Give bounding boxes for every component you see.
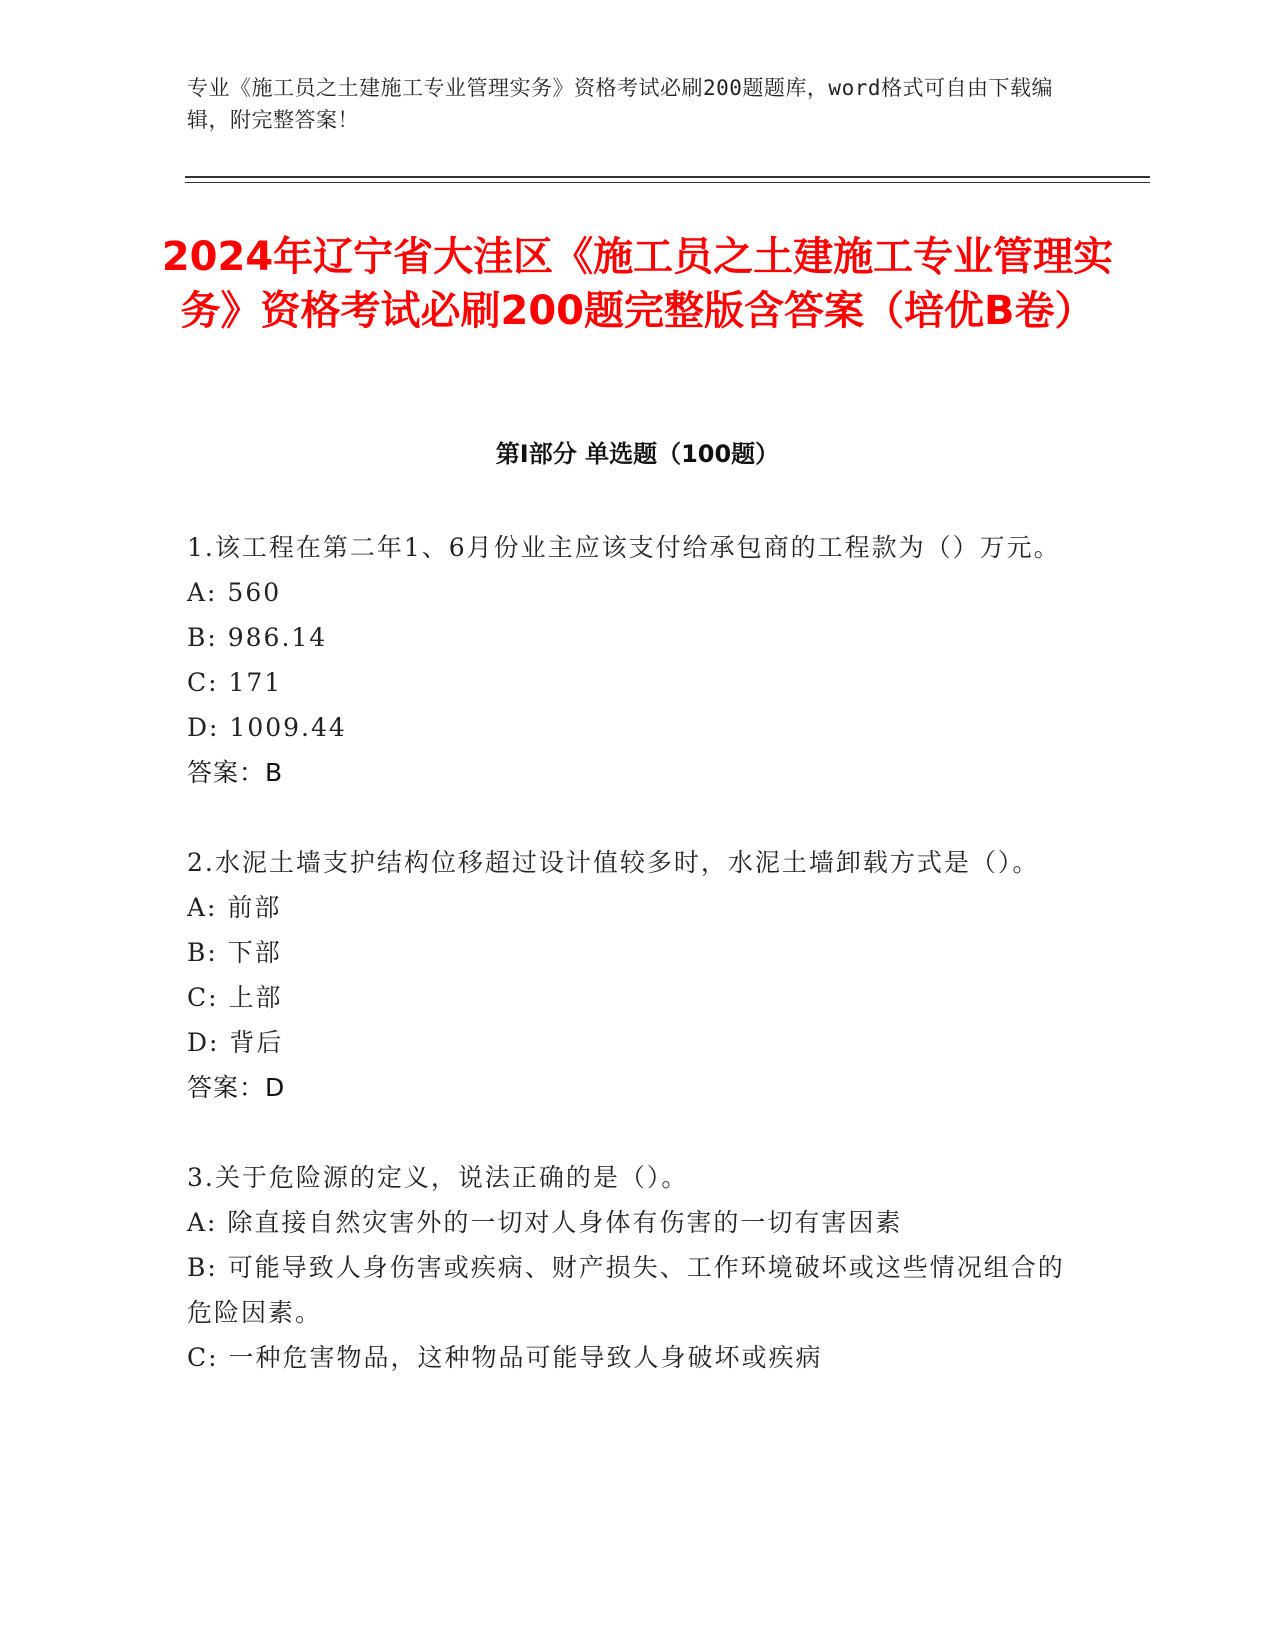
- option-c: C: 上部: [187, 983, 283, 1012]
- question-3: [187, 1155, 1067, 1380]
- question-stem: 1.该工程在第二年1、6月份业主应该支付给承包商的工程款为（）万元。: [187, 533, 1061, 562]
- option-b: B: 下部: [187, 938, 282, 967]
- question-1: [187, 525, 1067, 795]
- option-a: A: 前部: [187, 893, 282, 922]
- header-divider-thick: [185, 176, 1150, 178]
- question-stem: 3.关于危险源的定义，说法正确的是（）。: [187, 1163, 689, 1192]
- document-title: 2024年辽宁省大洼区《施工员之土建施工专业管理实务》资格考试必刷200题完整版含答案（培优B卷）: [161, 234, 1114, 334]
- question-2: [187, 840, 1067, 1110]
- answer: 答案：D: [187, 1073, 286, 1102]
- option-d: D: 1009.44: [187, 713, 347, 742]
- option-c: C: 一种危害物品，这种物品可能导致人身破坏或疾病: [187, 1343, 823, 1372]
- option-b: B: 可能导致人身伤害或疾病、财产损失、工作环境破坏或这些情况组合的危险因素。: [187, 1253, 1065, 1327]
- section-title: 第I部分 单选题（100题）: [495, 440, 780, 468]
- header-divider-thin: [185, 182, 1150, 183]
- answer: 答案：B: [187, 758, 284, 787]
- question-stem: 2.水泥土墙支护结构位移超过设计值较多时，水泥土墙卸载方式是（）。: [187, 848, 1040, 877]
- option-a: A: 除直接自然灾害外的一切对人身体有伤害的一切有害因素: [187, 1208, 903, 1237]
- option-a: A: 560: [187, 578, 282, 607]
- option-c: C: 171: [187, 668, 283, 697]
- question-list: [187, 525, 1067, 1425]
- option-d: D: 背后: [187, 1028, 284, 1057]
- header-note: 专业《施工员之土建施工专业管理实务》资格考试必刷200题题库，word格式可自由下载编辑，附完整答案！: [187, 76, 1053, 132]
- option-b: B: 986.14: [187, 623, 328, 652]
